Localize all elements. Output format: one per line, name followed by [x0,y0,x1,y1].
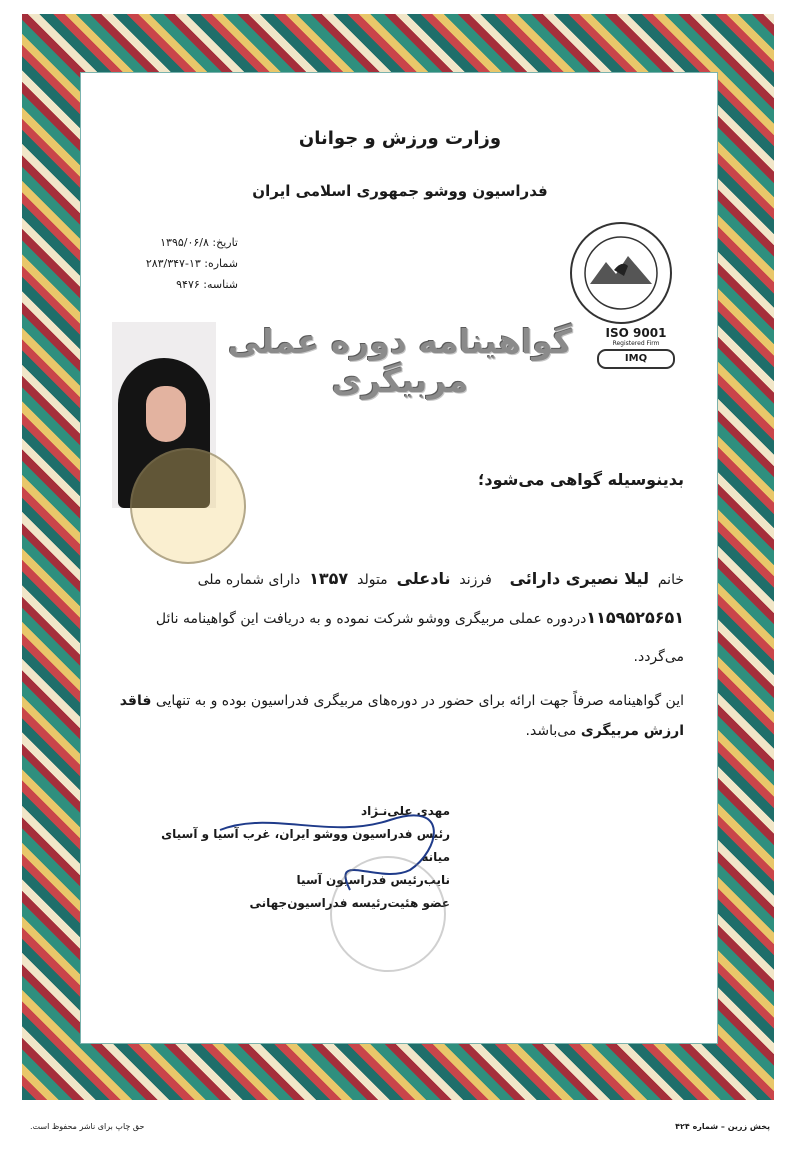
footer-copyright: حق چاپ برای ناشر محفوظ است. [30,1122,145,1131]
birth-year: ۱۳۵۷ [309,569,349,588]
father-name: نادعلی [396,569,451,588]
document-meta [118,232,238,295]
signatory-title-3: عضو هئیت‌رئیسه فدراسیون‌جهانی [249,896,450,910]
federation-title: فدراسیون ووشو جمهوری اسلامی ایران [252,182,548,200]
iso-certification [594,326,678,369]
certificate-paragraph-2: این گواهینامه صرفاً جهت ارائه برای حضور در دوره‌های مربیگری فدراسیون بوده و به تنهایی فاقد ارزش مربیگری می‌باشد. [119,693,684,739]
greeting: بدینوسیله گواهی می‌شود؛ [477,470,684,489]
meta-id: شناسه: ۹۴۷۶ [176,278,238,291]
national-id: ۱۱۵۹۵۲۵۶۵۱ [586,608,684,627]
photo-stamp-icon [130,448,246,564]
meta-date: تاریخ: ۱۳۹۵/۰۶/۸ [160,236,238,249]
certificate-paragraph-1: خانم لیلا نصیری دارائی فرزند نادعلی متولد ۱۳۵۷ دارای شماره ملی ۱۱۵۹۵۲۵۶۵۱دردوره عملی مربیگری ووشو شرکت نموده و به دریافت این گواهینامه نائل می‌گردد. [155,569,684,665]
iso-label: ISO 9001 [605,326,667,340]
holder-name: لیلا نصیری دارائی [509,569,649,588]
federation-logo-icon [566,218,676,328]
signatory-name: مهدی علی‌نـژاد [360,804,450,818]
meta-number: شماره: ۱۳-۲۸۳/۳۴۷ [145,257,238,270]
ministry-title: وزارت ورزش و جوانان [298,128,502,149]
certificate-title: گواهینامه دوره عملی مربیگری [227,322,573,400]
signatory-title-1: رئیس فدراسیون ووشو ایران، غرب آسیا و آسیای میانه [161,827,450,864]
official-stamp-icon [330,856,446,972]
signatory-title-2: نایب‌رئیس فدراسیون آسیا [296,873,450,887]
imq-badge: IMQ [597,349,675,369]
iso-sub: Registered Firm [612,340,660,347]
no-coaching-value: فاقد ارزش مربیگری [119,693,684,739]
footer-publisher: پخش زرین – شماره ۴۲۴ [675,1122,770,1131]
